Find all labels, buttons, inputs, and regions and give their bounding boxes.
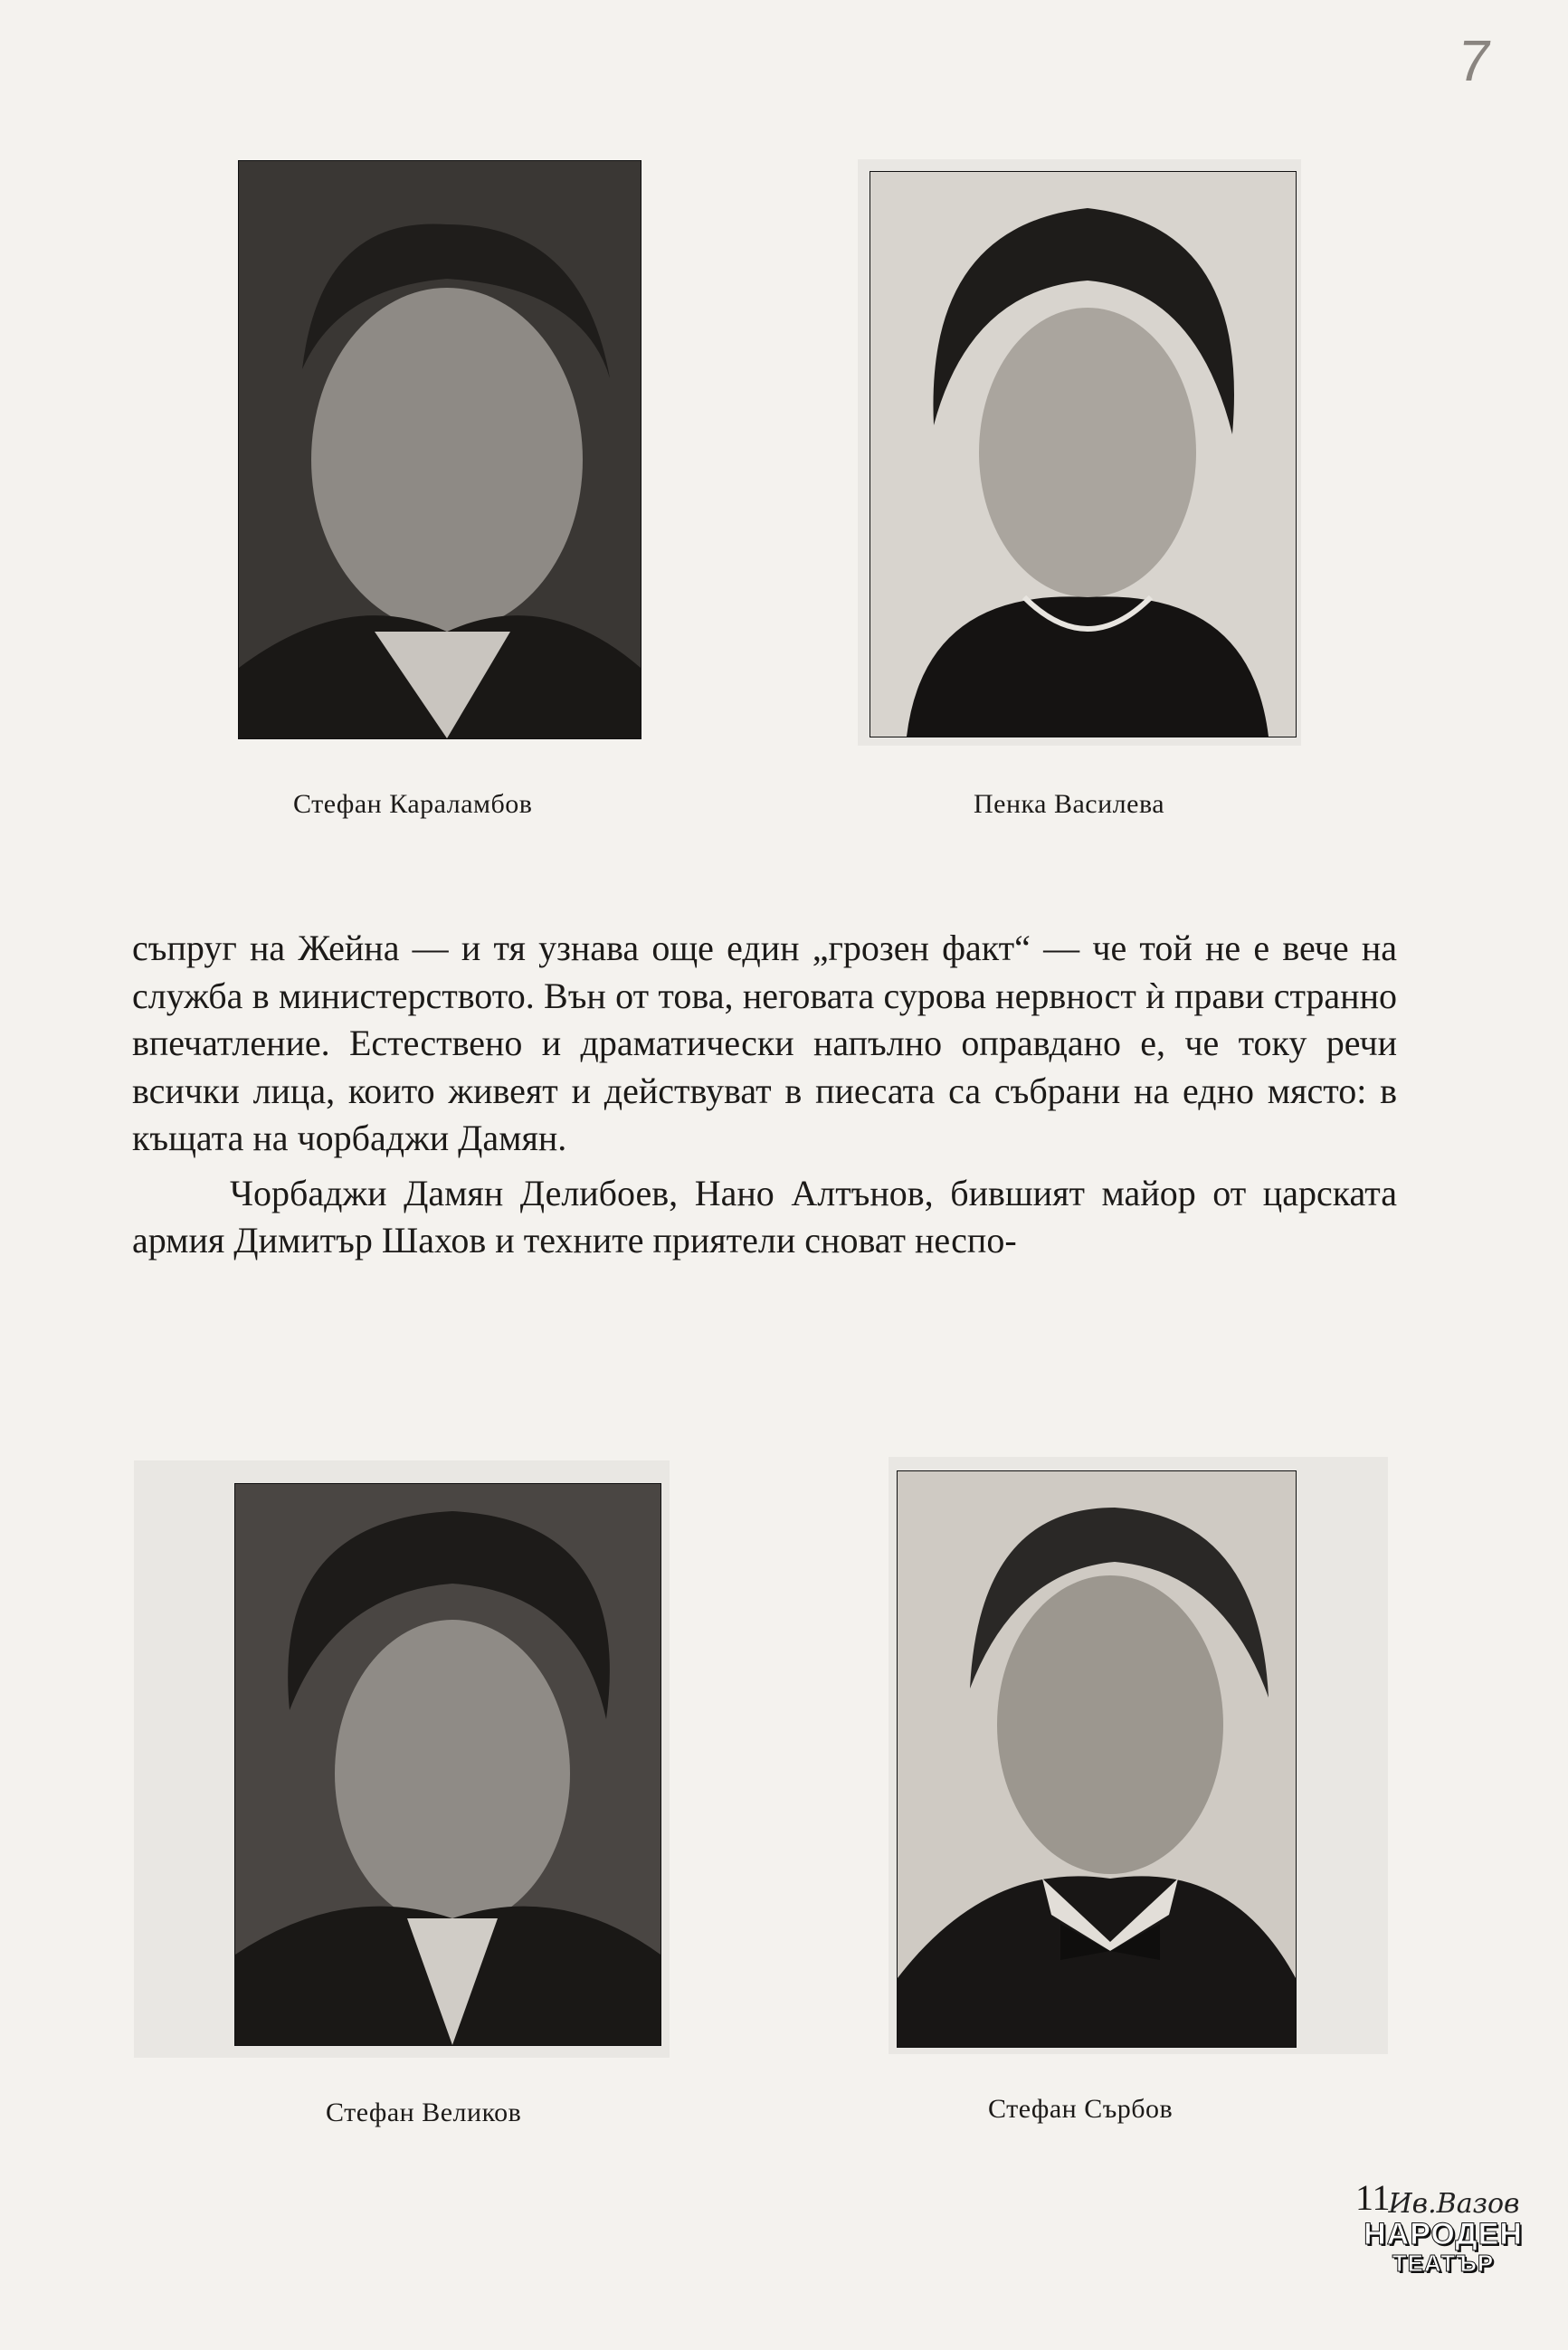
photo-caption: Стефан Великов (326, 2098, 522, 2127)
photo-caption: Пенка Василева (974, 789, 1165, 819)
portrait-placeholder-icon (898, 1471, 1296, 2047)
paragraph: съпруг на Жейна — и тя узнава още един „грозен факт“ — че той не е вече на служба в министерството. Вън от това, неговата сурова нервност ѝ прави странно впечатление. Естествено и драматически напълно оправдано е, че току речи всички лица, които живеят и действуват в пиесата са събрани на едно място: в къщата на чорбаджи Дамян. (132, 928, 1397, 1158)
photo-caption: Стефан Сърбов (988, 2094, 1174, 2124)
logo-signature: Ив.Вазов (1388, 2188, 1520, 2220)
portrait-photo-stefan-sarbov (898, 1471, 1296, 2047)
portrait-placeholder-icon (239, 161, 641, 738)
article-body (132, 925, 1397, 1265)
logo-line-1: НАРОДЕН (1364, 2217, 1523, 2251)
photo-caption: Стефан Караламбов (293, 789, 533, 819)
handwritten-page-mark: 7 (1453, 28, 1496, 93)
portrait-photo-stefan-velikov (235, 1484, 660, 2045)
logo-line-2: ТЕАТЪР (1392, 2250, 1495, 2277)
portrait-photo-penka-vasileva (870, 172, 1296, 737)
page-number: 11 (1355, 2177, 1391, 2218)
national-theatre-logo (1363, 2188, 1524, 2288)
paragraph: Чорбаджи Дамян Делибоев, Нано Алтънов, бившият майор от царската армия Димитър Шахов и техните приятели сноват неспо- (132, 1172, 1397, 1261)
portrait-photo-stefan-karalambov (239, 161, 641, 738)
portrait-placeholder-icon (235, 1484, 660, 2045)
portrait-placeholder-icon (870, 172, 1296, 737)
